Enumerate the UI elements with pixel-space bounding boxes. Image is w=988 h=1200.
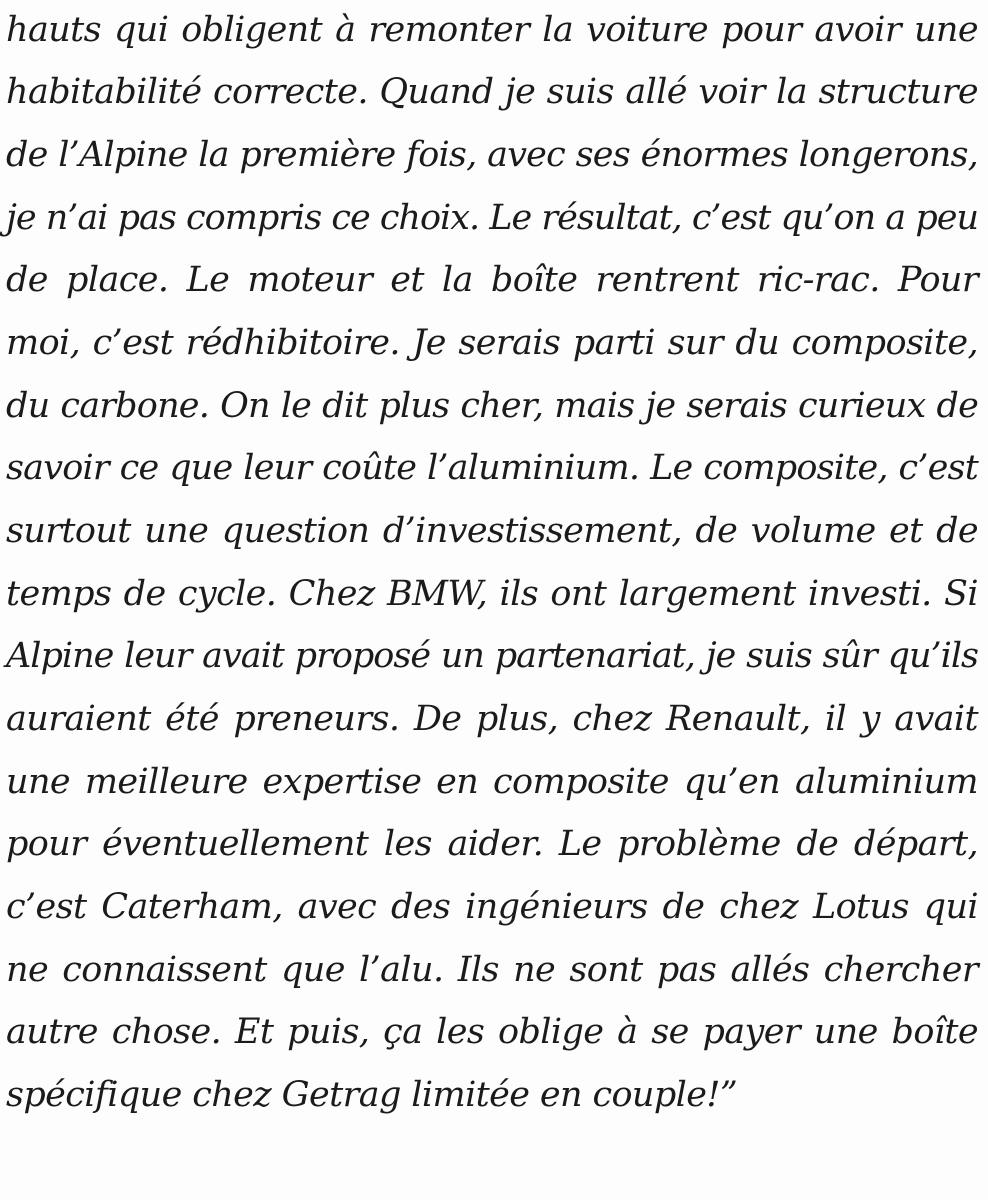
text-line-15: c’est Caterham, avec des ingénieurs de chez Lotus qui bbox=[6, 887, 978, 927]
text-line-18: spécifique chez Getrag limitée en couple!” bbox=[6, 1075, 738, 1115]
text-line-5: de place. Le moteur et la boîte rentrent ric-rac. Pour bbox=[6, 260, 978, 300]
text-line-12: auraient été preneurs. De plus, chez Renault, il y avait bbox=[6, 699, 978, 739]
text-line-6: moi, c’est rédhibitoire. Je serais parti sur du composite, bbox=[6, 323, 978, 363]
text-line-3: de l’Alpine la première fois, avec ses énormes longerons, bbox=[6, 135, 978, 175]
text-line-2: habitabilité correcte. Quand je suis allé voir la structure bbox=[6, 72, 978, 112]
text-line-13: une meilleure expertise en composite qu’en aluminium bbox=[6, 762, 978, 802]
text-line-1: hauts qui obligent à remonter la voiture pour avoir une bbox=[6, 10, 978, 50]
text-line-16: ne connaissent que l’alu. Ils ne sont pas allés chercher bbox=[6, 950, 978, 990]
text-line-8: savoir ce que leur coûte l’aluminium. Le composite, c’est bbox=[6, 448, 978, 488]
text-line-7: du carbone. On le dit plus cher, mais je serais curieux de bbox=[6, 386, 978, 426]
text-line-10: temps de cycle. Chez BMW, ils ont largement investi. Si bbox=[6, 574, 978, 614]
text-line-17: autre chose. Et puis, ça les oblige à se payer une boîte bbox=[6, 1012, 978, 1052]
text-line-11: Alpine leur avait proposé un partenariat, je suis sûr qu’ils bbox=[6, 636, 978, 676]
text-line-14: pour éventuellement les aider. Le problème de départ, bbox=[6, 824, 978, 864]
text-line-9: surtout une question d’investissement, de volume et de bbox=[6, 511, 978, 551]
text-line-4: je n’ai pas compris ce choix. Le résultat, c’est qu’on a peu bbox=[6, 198, 978, 238]
